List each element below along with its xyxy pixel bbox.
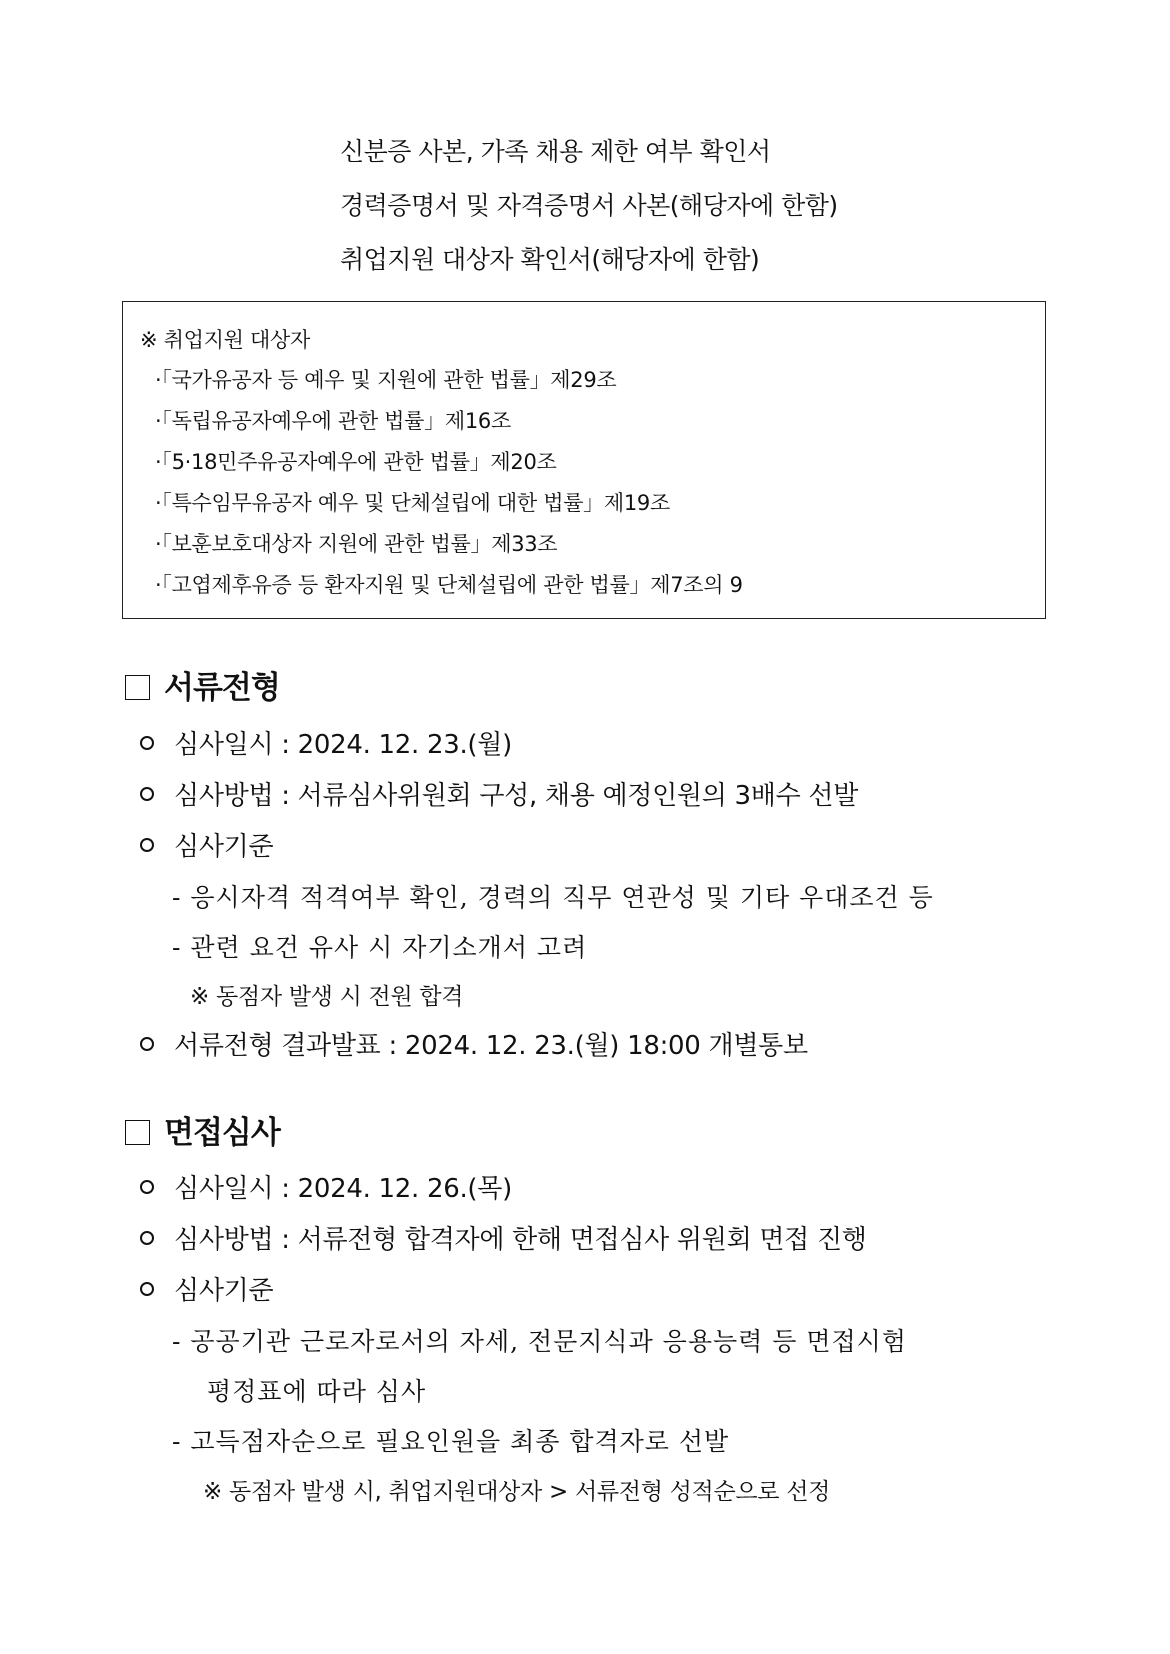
item-text: 심사일시 : 2024. 12. 26.(목): [174, 1174, 512, 1204]
notice-box-item: ·「독립유공자예우에 관한 법률」제16조: [155, 409, 511, 433]
interview-date: [140, 1168, 512, 1205]
section-heading-document-screening: [125, 662, 280, 707]
notice-box-item: ·「특수임무유공자 예우 및 단체설립에 대한 법률」제19조: [155, 491, 670, 515]
circle-bullet-icon: [140, 1282, 154, 1296]
document-screening-criterion: - 관련 요건 유사 시 자기소개서 고려: [172, 933, 588, 962]
notice-box-item: ·「국가유공자 등 예우 및 지원에 관한 법률」제29조: [155, 368, 617, 392]
document-screening-criteria-label: [140, 826, 273, 863]
interview-criterion-continued: 평정표에 따라 심사: [207, 1377, 427, 1406]
circle-bullet-icon: [140, 787, 154, 801]
square-bullet-icon: [125, 675, 150, 700]
notice-box-title: ※ 취업지원 대상자: [140, 328, 310, 352]
item-text: 서류전형 결과발표 : 2024. 12. 23.(월) 18:00 개별통보: [174, 1031, 808, 1061]
document-screening-criterion: - 응시자격 적격여부 확인, 경력의 직무 연관성 및 기타 우대조건 등: [172, 883, 934, 912]
circle-bullet-icon: [140, 736, 154, 750]
interview-tie-note: ※ 동점자 발생 시, 취업지원대상자 > 서류전형 성적순으로 선정: [203, 1479, 831, 1505]
document-screening-result: [140, 1025, 808, 1062]
interview-criteria-label: [140, 1270, 273, 1307]
section-heading-label: 서류전형: [164, 670, 280, 706]
notice-box-item: ·「고엽제후유증 등 환자지원 및 단체설립에 관한 법률」제7조의 9: [155, 573, 743, 597]
circle-bullet-icon: [140, 1180, 154, 1194]
interview-criterion: - 고득점자순으로 필요인원을 최종 합격자로 선발: [172, 1427, 730, 1456]
section-heading-interview: [125, 1107, 280, 1152]
document-screening-tie-note: ※ 동점자 발생 시 전원 합격: [190, 984, 464, 1010]
doc-line-id-copy: 신분증 사본, 가족 채용 제한 여부 확인서: [340, 137, 771, 166]
circle-bullet-icon: [140, 1037, 154, 1051]
item-text: 심사방법 : 서류심사위원회 구성, 채용 예정인원의 3배수 선발: [174, 781, 859, 811]
item-text: 심사방법 : 서류전형 합격자에 한해 면접심사 위원회 면접 진행: [174, 1225, 867, 1255]
circle-bullet-icon: [140, 1231, 154, 1245]
interview-method: [140, 1219, 867, 1256]
document-screening-method: [140, 775, 858, 812]
item-text: 심사기준: [174, 1276, 274, 1306]
notice-box-item: ·「보훈보호대상자 지원에 관한 법률」제33조: [155, 532, 558, 556]
notice-box-item: ·「5·18민주유공자예우에 관한 법률」제20조: [155, 450, 557, 474]
circle-bullet-icon: [140, 838, 154, 852]
document-screening-date: [140, 724, 512, 761]
interview-criterion: - 공공기관 근로자로서의 자세, 전문지식과 응용능력 등 면접시험: [172, 1327, 907, 1356]
item-text: 심사기준: [174, 832, 274, 862]
section-heading-label: 면접심사: [164, 1115, 280, 1151]
doc-line-career-cert: 경력증명서 및 자격증명서 사본(해당자에 한함): [340, 191, 838, 220]
item-text: 심사일시 : 2024. 12. 23.(월): [174, 730, 512, 760]
square-bullet-icon: [125, 1120, 150, 1145]
doc-line-employment-support: 취업지원 대상자 확인서(해당자에 한함): [340, 245, 760, 274]
